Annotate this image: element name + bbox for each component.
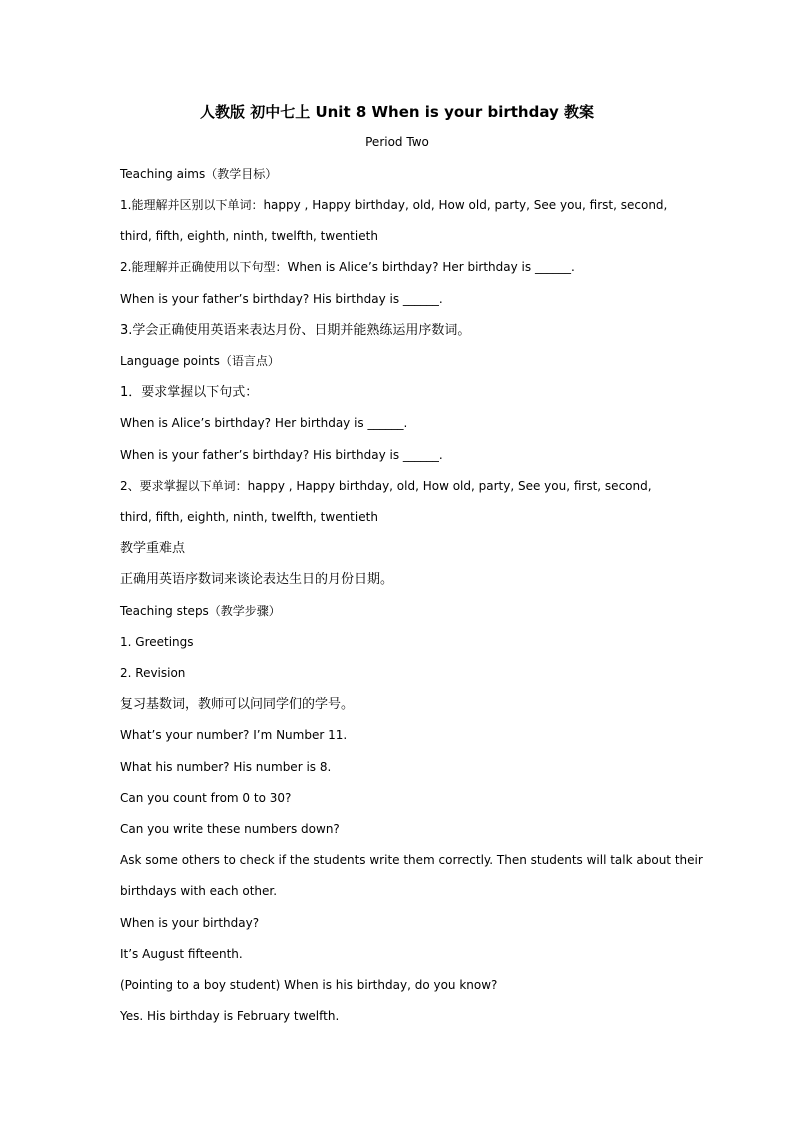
teaching-steps-heading: Teaching steps（教学步骤） bbox=[120, 604, 281, 618]
language-point-1: 1．要求掌握以下句式： bbox=[120, 385, 259, 400]
instruction-line-2: birthdays with each other. bbox=[120, 884, 278, 898]
aim-1-line-1: 1.能理解并区别以下单词：happy , Happy birthday, old, How old, party, See you, first, second, bbox=[120, 198, 668, 212]
teaching-aims-heading: Teaching aims（教学目标） bbox=[120, 167, 278, 181]
language-point-2-line-2: third, fifth, eighth, ninth, twelfth, twentieth bbox=[120, 510, 378, 524]
dialogue-line: When is your birthday? bbox=[120, 916, 260, 930]
dialogue-line: What’s your number? I’m Number 11. bbox=[120, 728, 348, 742]
key-difficulties-heading: 教学重难点 bbox=[120, 541, 186, 556]
document-subtitle: Period Two bbox=[365, 135, 429, 149]
document-title: 人教版 初中七上 Unit 8 When is your birthday 教案 bbox=[200, 103, 594, 121]
instruction-line-1: Ask some others to check if the students write them correctly. Then students will talk about their bbox=[120, 853, 703, 867]
aim-1-line-2: third, fifth, eighth, ninth, twelfth, twentieth bbox=[120, 229, 378, 243]
dialogue-line: Can you write these numbers down? bbox=[120, 822, 340, 836]
dialogue-line: Yes. His birthday is February twelfth. bbox=[120, 1009, 340, 1023]
aim-3: 3.学会正确使用英语来表达月份、日期并能熟练运用序数词。 bbox=[120, 323, 471, 338]
sentence-pattern-1: When is Alice’s birthday? Her birthday is ______. bbox=[120, 416, 408, 430]
language-point-2-line-1: 2、要求掌握以下单词：happy , Happy birthday, old, How old, party, See you, first, second, bbox=[120, 479, 652, 493]
step-revision: 2. Revision bbox=[120, 666, 186, 680]
dialogue-line: It’s August fifteenth. bbox=[120, 947, 243, 961]
revision-instruction: 复习基数词，教师可以问同学们的学号。 bbox=[120, 697, 355, 712]
step-greetings: 1. Greetings bbox=[120, 635, 194, 649]
dialogue-line: (Pointing to a boy student) When is his birthday, do you know? bbox=[120, 978, 498, 992]
aim-2-line-2: When is your father’s birthday? His birthday is ______. bbox=[120, 292, 443, 306]
dialogue-line: Can you count from 0 to 30? bbox=[120, 791, 292, 805]
language-points-heading: Language points（语言点） bbox=[120, 354, 280, 368]
key-difficulties-text: 正确用英语序数词来谈论表达生日的月份日期。 bbox=[120, 572, 394, 587]
aim-2-line-1: 2.能理解并正确使用以下句型：When is Alice’s birthday? Her birthday is ______. bbox=[120, 260, 575, 274]
dialogue-line: What his number? His number is 8. bbox=[120, 760, 332, 774]
sentence-pattern-2: When is your father’s birthday? His birthday is ______. bbox=[120, 448, 443, 462]
